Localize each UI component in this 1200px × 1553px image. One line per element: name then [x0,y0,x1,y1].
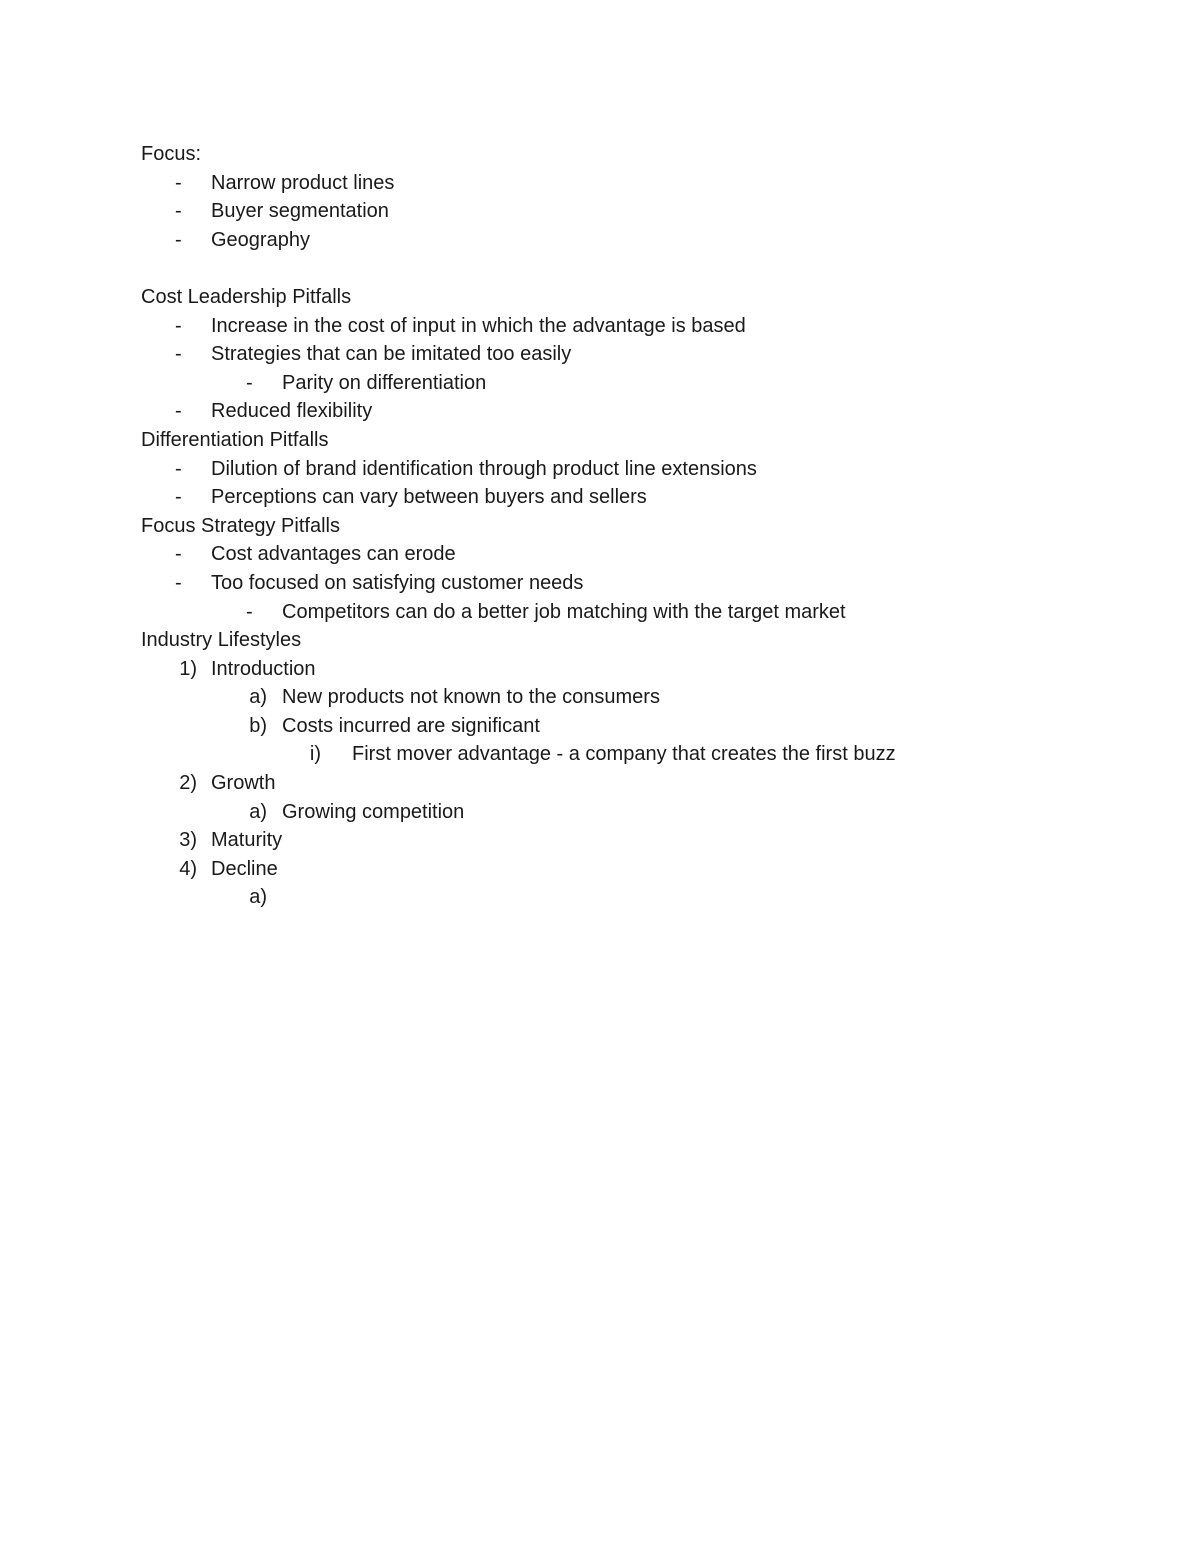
list-item [141,340,1121,369]
list-item-text: Costs incurred are significant [282,714,540,737]
list-item-text: First mover advantage - a company that creates the first buzz [352,743,896,766]
lettered-item [141,798,1121,827]
bullet-dash: - [175,171,182,194]
list-letter: a) [249,886,267,909]
list-item-text: Introduction [211,657,316,680]
bullet-dash: - [175,543,182,566]
lettered-item [141,683,1121,712]
numbered-item [141,769,1121,798]
list-item [141,169,1121,198]
bullet-dash: - [175,200,182,223]
list-item-text: Maturity [211,829,283,852]
list-item-text: Narrow product lines [211,171,395,194]
heading-text: Focus: [141,143,202,165]
list-item-text: New products not known to the consumers [282,686,660,709]
list-item-text: Buyer segmentation [211,200,389,223]
list-item-text: Geography [211,228,310,251]
list-item-text: Increase in the cost of input in which the advantage is based [211,314,746,337]
bullet-dash: - [246,371,253,394]
section-heading-focus-strategy [141,512,1121,541]
numbered-item [141,655,1121,684]
list-item-text: Competitors can do a better job matching with the target market [282,600,846,623]
list-item-text: Reduced flexibility [211,400,373,423]
heading-text: Industry Lifestyles [141,629,302,652]
blank-line [141,254,1121,283]
bullet-dash: - [175,228,182,251]
heading-text: Focus Strategy Pitfalls [141,514,340,537]
numbered-item [141,855,1121,884]
list-letter: a) [249,800,267,823]
heading-text: Differentiation Pitfalls [141,428,329,451]
list-item-text: Perceptions can vary between buyers and sellers [211,486,647,509]
list-item [141,226,1121,255]
list-item [141,197,1121,226]
list-item-text: Growth [211,772,276,795]
list-item-text: Strategies that can be imitated too easily [211,343,572,366]
list-item-text: Dilution of brand identification through product line extensions [211,457,757,480]
list-item [141,455,1121,484]
roman-item [141,740,1121,769]
section-heading-cost-leadership [141,283,1121,312]
list-item [141,540,1121,569]
list-item-text: Parity on differentiation [282,371,487,394]
bullet-dash: - [175,457,182,480]
bullet-dash: - [175,314,182,337]
list-roman-numeral: i) [309,743,321,766]
bullet-dash: - [175,571,182,594]
list-item [141,397,1121,426]
bullet-dash: - [175,400,182,423]
list-item-text: Growing competition [282,800,465,823]
list-number: 4) [179,857,197,880]
numbered-item [141,826,1121,855]
section-heading-industry-lifestyles [141,626,1121,655]
list-item-text: Cost advantages can erode [211,543,456,566]
list-item-nested [141,598,1121,627]
bullet-dash: - [175,486,182,509]
list-number: 1) [179,657,197,680]
section-heading-differentiation [141,426,1121,455]
list-item [141,569,1121,598]
list-letter: b) [249,714,267,737]
list-item-nested [141,369,1121,398]
list-item-text: Too focused on satisfying customer needs [211,571,584,594]
list-item [141,312,1121,341]
lettered-item [141,883,1121,912]
bullet-dash: - [175,343,182,366]
section-heading-focus [141,140,1121,169]
list-number: 2) [179,772,197,795]
document-body [141,140,1121,912]
bullet-dash: - [246,600,253,623]
list-item [141,483,1121,512]
list-number: 3) [179,829,197,852]
list-letter: a) [249,686,267,709]
heading-text: Cost Leadership Pitfalls [141,285,352,308]
list-item-text: Decline [211,857,278,880]
lettered-item [141,712,1121,741]
